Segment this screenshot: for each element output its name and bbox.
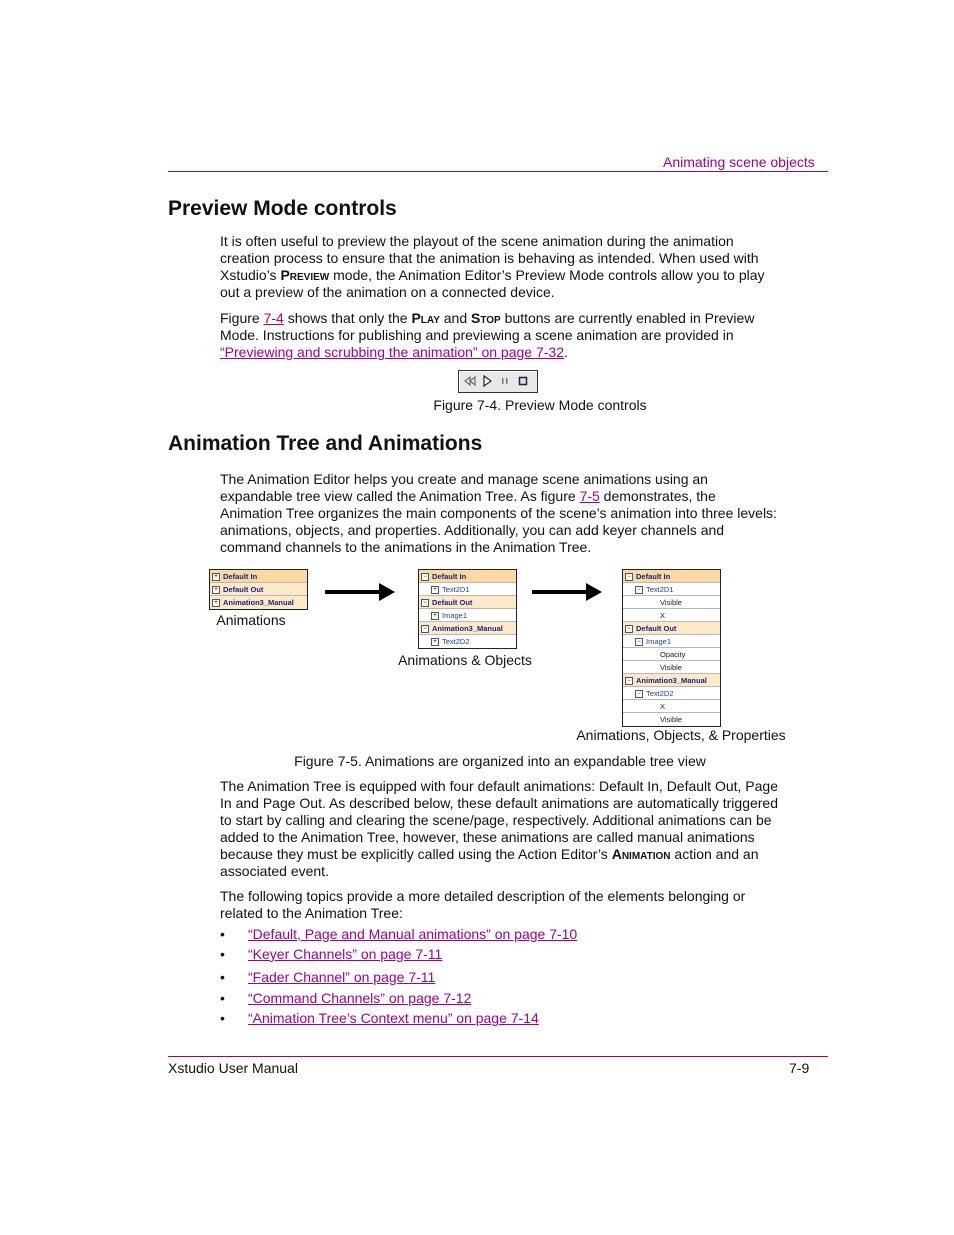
figure-7-5-link[interactable]: 7-5 <box>579 488 600 504</box>
tree-row-label: Visible <box>660 715 682 724</box>
tree-row-label: Default Out <box>223 585 264 594</box>
preview-mode-toolbar <box>458 370 538 393</box>
arrow-right-icon <box>325 590 381 594</box>
footer-page-number: 7-9 <box>789 1060 810 1076</box>
tree-row-anim[interactable] <box>419 622 516 635</box>
tree-row-obj[interactable] <box>623 635 720 648</box>
animation-tree-level3 <box>622 569 721 727</box>
paragraph-default-animations: The Animation Tree is equipped with four default animations: Default In, Default Out, Page In and Page Out. As described below, these default animations are automatically triggered to start by calling and clearing the scene/page, respectively. Additional animations can be added to the Animation Tree, however, these animations are called manual animations because they must be explicitly called using the Action Editor’s Animation action and an associated event. <box>220 778 779 879</box>
tree-row-label: Default In <box>223 572 258 581</box>
tree-row-label: Animation3_Manual <box>223 598 294 607</box>
collapse-icon[interactable]: − <box>635 690 643 698</box>
tree-row-prop[interactable] <box>623 648 720 661</box>
collapse-icon[interactable]: − <box>625 677 633 685</box>
tree-row-label: Visible <box>660 598 682 607</box>
pause-icon[interactable] <box>498 374 512 388</box>
expand-icon[interactable]: + <box>212 573 220 581</box>
expand-icon[interactable]: + <box>431 612 439 620</box>
paragraph-figure-7-4: Figure 7-4 shows that only the Play and Stop buttons are currently enabled in Preview Mode. Instructions for publishing and previewing a scene animation are provided in “Previewing and scrubbing the animation” on page 7-32. <box>220 310 755 360</box>
tree-row-label: Visible <box>660 663 682 672</box>
tree-row-label: Text2D1 <box>442 585 470 594</box>
tree-row-label: Text2D2 <box>442 637 470 646</box>
tree-row-obj[interactable] <box>419 583 516 596</box>
collapse-icon[interactable]: − <box>421 599 429 607</box>
tree-row-prop[interactable] <box>623 609 720 622</box>
header-rule <box>168 171 828 172</box>
tree-row-prop[interactable] <box>623 661 720 674</box>
tree-row-label: Animation3_Manual <box>636 676 707 685</box>
tree2-label: Animations & Objects <box>398 652 532 668</box>
tree-row-label: Image1 <box>646 637 672 646</box>
figure-7-5-caption: Figure 7-5. Animations are organized into an expandable tree view <box>294 753 706 769</box>
rewind-icon[interactable] <box>463 374 477 388</box>
animation-action-name: Animation <box>611 846 671 862</box>
tree-row-label: Default In <box>432 572 467 581</box>
topic-link[interactable]: “Animation Tree’s Context menu” on page 7-14 <box>248 1010 539 1026</box>
tree-row-label: Default Out <box>432 598 473 607</box>
tree-row-anim[interactable] <box>623 622 720 635</box>
tree-row-label: Opacity <box>660 650 686 659</box>
figure-7-4-caption: Figure 7-4. Preview Mode controls <box>433 397 647 413</box>
paragraph-preview-intro: It is often useful to preview the playout of the scene animation during the animation creation process to ensure that the animation is behaving as intended. When used with Xstudio’s Preview mode, the Animation Editor’s Preview Mode controls allow you to play out a preview of the animation on a connected device. <box>220 233 765 300</box>
expand-icon[interactable]: + <box>431 638 439 646</box>
tree-row-obj[interactable] <box>623 583 720 596</box>
tree-row-anim[interactable] <box>623 570 720 583</box>
stop-icon[interactable] <box>516 374 530 388</box>
tree-row-label: Default In <box>636 572 671 581</box>
tree3-label: Animations, Objects, & Properties <box>576 727 786 743</box>
topic-link[interactable]: “Default, Page and Manual animations” on page 7-10 <box>248 926 578 942</box>
collapse-icon[interactable]: − <box>625 625 633 633</box>
tree-row-label: Text2D1 <box>646 585 674 594</box>
footer-rule <box>168 1056 828 1057</box>
tree-row-anim[interactable] <box>210 596 307 609</box>
tree-row-anim[interactable] <box>210 570 307 583</box>
expand-icon[interactable]: + <box>431 586 439 594</box>
collapse-icon[interactable]: − <box>635 638 643 646</box>
tree-row-prop[interactable] <box>623 596 720 609</box>
section-title-animation-tree: Animation Tree and Animations <box>168 432 483 455</box>
topic-link[interactable]: “Keyer Channels” on page 7-11 <box>248 946 443 962</box>
collapse-icon[interactable]: − <box>421 573 429 581</box>
collapse-icon[interactable]: − <box>421 625 429 633</box>
collapse-icon[interactable]: − <box>635 586 643 594</box>
arrow-right-icon <box>532 590 588 594</box>
topic-link[interactable]: “Command Channels” on page 7-12 <box>248 990 472 1006</box>
tree-row-prop[interactable] <box>623 713 720 726</box>
tree-row-prop[interactable] <box>623 700 720 713</box>
tree-row-anim[interactable] <box>419 570 516 583</box>
tree-row-obj[interactable] <box>419 635 516 648</box>
play-icon[interactable] <box>480 374 494 388</box>
topic-link[interactable]: “Fader Channel” on page 7-11 <box>248 969 436 985</box>
tree-row-anim[interactable] <box>419 596 516 609</box>
previewing-scrubbing-link[interactable]: “Previewing and scrubbing the animation” on page 7-32 <box>220 344 564 360</box>
tree-row-anim[interactable] <box>210 583 307 596</box>
tree1-label: Animations <box>216 612 286 628</box>
animation-tree-level1 <box>209 569 308 610</box>
tree-row-obj[interactable] <box>419 609 516 622</box>
tree-row-label: X <box>660 702 666 711</box>
expand-icon[interactable]: + <box>212 586 220 594</box>
tree-row-obj[interactable] <box>623 687 720 700</box>
running-header: Animating scene objects <box>663 154 815 170</box>
tree-row-label: Text2D2 <box>646 689 674 698</box>
paragraph-topics-intro: The following topics provide a more detailed description of the elements belonging or related to the Animation Tree: <box>220 888 746 921</box>
tree-row-label: Image1 <box>442 611 468 620</box>
figure-7-4-link[interactable]: 7-4 <box>263 310 284 326</box>
footer-manual-title: Xstudio User Manual <box>168 1060 298 1076</box>
play-button-name: Play <box>411 310 440 326</box>
tree-row-label: Default Out <box>636 624 677 633</box>
collapse-icon[interactable]: − <box>625 573 633 581</box>
section-title-preview-mode: Preview Mode controls <box>168 197 397 220</box>
paragraph-animation-tree-intro: The Animation Editor helps you create and manage scene animations using an expandable tree view called the Animation Tree. As figure 7-5 demonstrates, the Animation Tree organizes the main components of the scene’s animation into three levels: animations, objects, and properties. Additionally, you can add keyer channels and command channels to the animations in the Animation Tree. <box>220 471 777 555</box>
tree-row-anim[interactable] <box>623 674 720 687</box>
animation-tree-level2 <box>418 569 517 649</box>
tree-row-label: Animation3_Manual <box>432 624 503 633</box>
expand-icon[interactable]: + <box>212 599 220 607</box>
preview-mode-name: Preview <box>280 267 330 283</box>
tree-row-label: X <box>660 611 666 620</box>
stop-button-name: Stop <box>471 310 501 326</box>
